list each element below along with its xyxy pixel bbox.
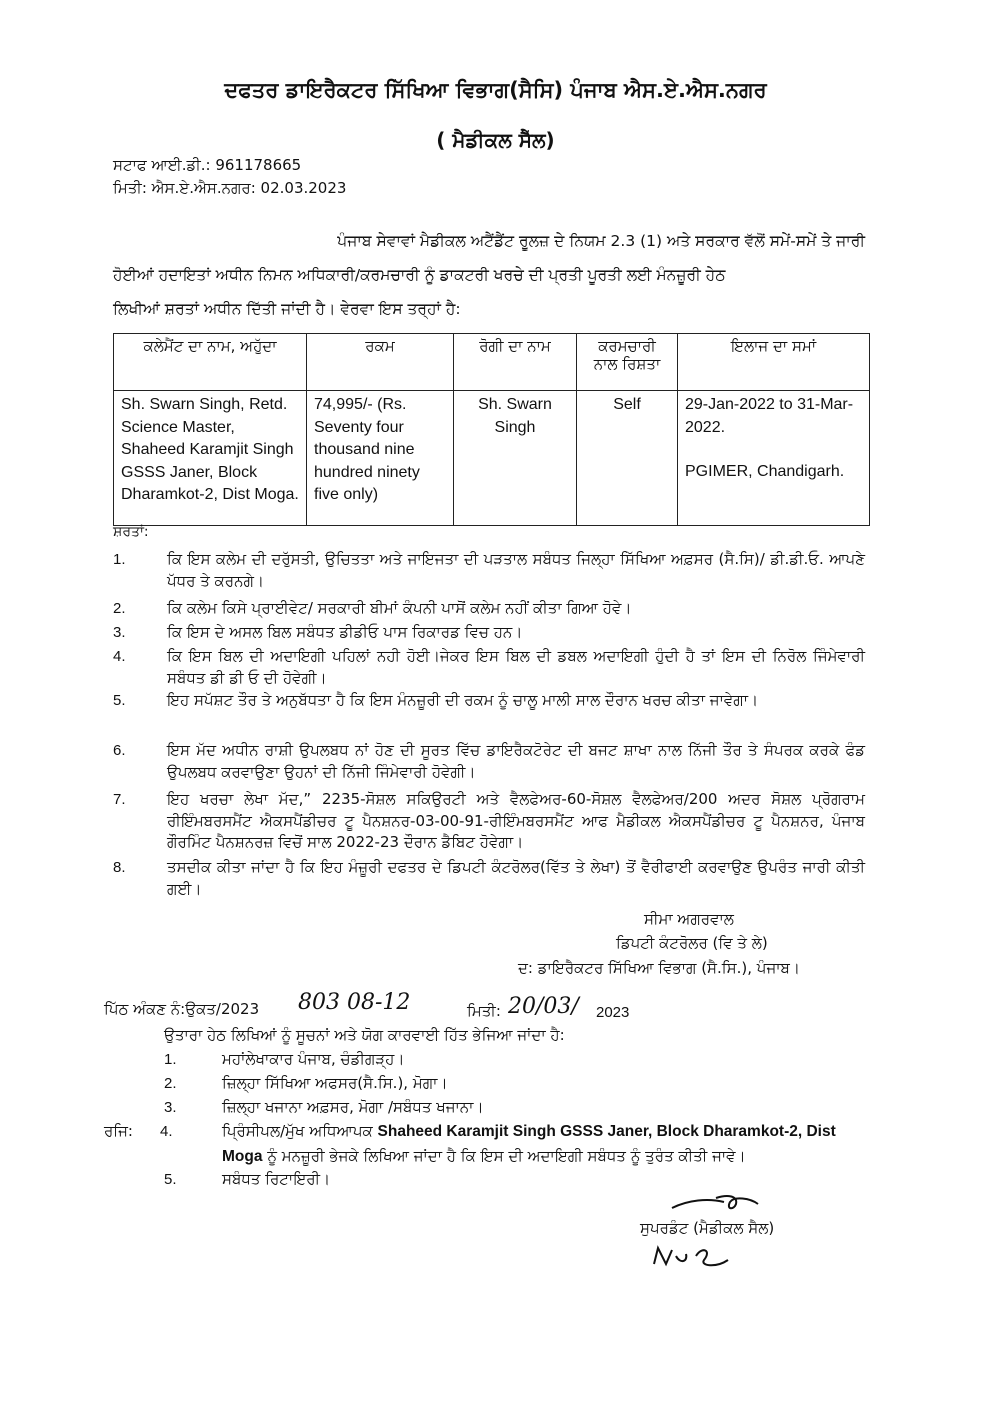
page-subtitle: ( ਮੈਡੀਕਲ ਸੈੱਲ) [436,128,555,152]
condition-number: 8. [113,859,126,876]
condition-item [113,789,865,854]
recipient-number: 4. [160,1123,173,1140]
list-item [164,1170,330,1188]
cell-patient: Sh. Swarn Singh [454,391,577,526]
condition-item [113,598,865,620]
condition-item [113,646,865,689]
recipient-number: 5. [164,1171,177,1188]
intro-line-3: ਲਿਖੀਆਂ ਸ਼ਰਤਾਂ ਅਧੀਨ ਦਿੱਤੀ ਜਾਂਦੀ ਹੈ। ਵੇਰਵਾ ਇਸ ਤਰ੍ਹਾਂ ਹੈ: [113,300,461,318]
hospital-name: PGIMER, Chandigarh. [685,463,845,480]
condition-item [113,740,865,783]
list-item [164,1074,448,1092]
condition-number: 7. [113,791,126,808]
date-year: 2023 [596,1004,630,1021]
page-title: ਦਫਤਰ ਡਾਇਰੈਕਟਰ ਸਿੱਖਿਆ ਵਿਭਾਗ(ਸੈਸਿ) ਪੰਜਾਬ ਐਸ.ਏ.ਐਸ.ਨਗਰ [224,78,767,102]
conditions-label: ਸ਼ਰਤਾਂ: [113,524,149,540]
recipient-number: 2. [164,1075,177,1092]
condition-number: 5. [113,692,126,709]
condition-text: ਇਸ ਮੱਦ ਅਧੀਨ ਰਾਸ਼ੀ ਉਪਲਬਧ ਨਾਂ ਹੋਣ ਦੀ ਸੂਰਤ ਵਿੱਚ ਡਾਇਰੈਕਟੋਰੇਟ ਦੀ ਬਜਟ ਸ਼ਾਖਾ ਨਾਲ ਨਿੱਜੀ ਤੌਰ ਤੇ ਸੰਪਰਕ ਕਰਕੇ ਫੰਡ ਉਪਲਬਧ ਕਰਵਾਉਣਾ ਉਹਨਾਂ ਦੀ ਨਿੱਜੀ ਜਿੰਮੇਵਾਰੀ ਹੋਵੇਗੀ। [167,741,865,781]
condition-item [113,622,865,644]
recipient-text-a: ਪ੍ਰਿੰਸੀਪਲ/ਮੁੱਖ ਅਧਿਆਪਕ [222,1122,373,1140]
treatment-period: 29-Jan-2022 to 31-Mar-2022. [685,396,854,436]
superintendent-label: ਸੁਪਰਡੰਟ (ਮੈਡੀਕਲ ਸੈਲ) [640,1219,775,1237]
endorsement-date-label: ਮਿਤੀ: [467,1002,501,1020]
recipient-text: ਜ਼ਿਲ੍ਹਾ ਖਜਾਨਾ ਅਫ਼ਸਰ, ਮੋਗਾ /ਸਬੰਧਤ ਖਜਾਨਾ। [222,1098,484,1116]
recipient-text: ਜ਼ਿਲ੍ਹਾ ਸਿੱਖਿਆ ਅਫਸਰ(ਸੈ.ਸਿ.), ਮੋਗਾ। [222,1074,448,1092]
cell-claimant: Sh. Swarn Singh, Retd. Science Master, Shaheed Karamjit Singh GSSS Janer, Block Dharamkot-2, Dist Moga. [114,391,307,526]
condition-text: ਕਿ ਇਸ ਦੇ ਅਸਲ ਬਿਲ ਸਬੰਧਤ ਡੀਡੀਓ ਪਾਸ ਰਿਕਾਰਡ ਵਿਚ ਹਨ। [167,623,523,641]
signatory-designation: ਡਿਪਟੀ ਕੰਟਰੋਲਰ (ਵਿ ਤੇ ਲੇ) [616,934,768,952]
initials-signature [650,1242,732,1272]
recipient-text-b: Shaheed Karamjit Singh GSSS Janer, Block Dharamkot-2, Dist [377,1123,836,1140]
intro-line-1: ਪੰਜਾਬ ਸੇਵਾਵਾਂ ਮੈਡੀਕਲ ਅਟੈਂਡੈਂਟ ਰੂਲਜ਼ ਦੇ ਨਿਯਮ 2.3 (1) ਅਤੇ ਸਰਕਾਰ ਵੱਲੋਂ ਸਮੇਂ-ਸਮੇਂ ਤੇ ਜਾਰੀ [337,232,865,250]
condition-number: 2. [113,600,126,617]
signature-mark [668,1192,764,1216]
list-item [160,1122,836,1141]
recipient-text: ਸਬੰਧਤ ਰਿਟਾਇਰੀ। [222,1170,331,1188]
table-header-row [114,334,870,391]
condition-text: ਕਿ ਇਸ ਕਲੇਮ ਦੀ ਦਰੁੱਸਤੀ, ਉਚਿਤਤਾ ਅਤੇ ਜਾਇਜਤਾ ਦੀ ਪੜਤਾਲ ਸਬੰਧਤ ਜਿਲ੍ਹਾ ਸਿੱਖਿਆ ਅਫ਼ਸਰ (ਸੈ.ਸਿ)/ ਡੀ.ਡੀ.ਓ. ਆਪਣੇ ਪੱਧਰ ਤੇ ਕਰਨਗੇ। [167,550,865,590]
condition-item [113,549,865,592]
handwritten-date: 20/03/ [508,994,579,1019]
condition-number: 6. [113,742,126,759]
staff-id: ਸਟਾਫ ਆਈ.ਡੀ.: 961178665 [113,156,302,174]
condition-text: ਕਿ ਇਸ ਬਿਲ ਦੀ ਅਦਾਇਗੀ ਪਹਿਲਾਂ ਨਹੀ ਹੋਈ।ਜੇਕਰ ਇਸ ਬਿਲ ਦੀ ਡਬਲ ਅਦਾਇਗੀ ਹੁੰਦੀ ਹੈ ਤਾਂ ਇਸ ਦੀ ਨਿਰੋਲ ਜਿੰਮੇਵਾਰੀ ਸਬੰਧਤ ਡੀ ਡੀ ਓ ਦੀ ਹੋਵੇਗੀ। [167,647,865,687]
recipient-text-d: ਨੂੰ ਮਨਜ਼ੂਰੀ ਭੇਜਕੇ ਲਿਖਿਆ ਜਾਂਦਾ ਹੈ ਕਿ ਇਸ ਦੀ ਅਦਾਇਗੀ ਸਬੰਧਤ ਨੂੰ ਤੁਰੰਤ ਕੀਤੀ ਜਾਵੇ। [267,1147,746,1165]
condition-item [113,690,865,712]
claim-table [113,333,870,526]
signatory-name: ਸੀਮਾ ਅਗਰਵਾਲ [644,910,734,928]
list-item [164,1098,484,1116]
cell-amount: 74,995/- (Rs. Seventy four thousand nine hundred ninety five only) [307,391,454,526]
table-row [114,391,870,526]
signatory-office: ਦ: ਡਾਇਰੈਕਟਰ ਸਿੱਖਿਆ ਵਿਭਾਗ (ਸੈ.ਸਿ.), ਪੰਜਾਬ। [518,959,801,977]
cell-relation: Self [577,391,678,526]
condition-item [113,857,865,900]
list-item [164,1050,404,1068]
condition-number: 4. [113,648,126,665]
condition-text: ਇਹ ਸਪੱਸ਼ਟ ਤੌਰ ਤੇ ਅਨੁਬੱਧਤਾ ਹੈ ਕਿ ਇਸ ਮੰਨਜ਼ੂਰੀ ਦੀ ਰਕਮ ਨੂੰ ਚਾਲੂ ਮਾਲੀ ਸਾਲ ਦੌਰਾਨ ਖਰਚ ਕੀਤਾ ਜਾਵੇਗਾ। [167,691,759,709]
condition-text: ਤਸਦੀਕ ਕੀਤਾ ਜਾਂਦਾ ਹੈ ਕਿ ਇਹ ਮੰਜ਼ੂਰੀ ਦਫਤਰ ਦੇ ਡਿਪਟੀ ਕੰਟਰੋਲਰ(ਵਿੱਤ ਤੇ ਲੇਖਾ) ਤੋਂ ਵੈਰੀਫਾਈ ਕਰਵਾਉਣ ਉਪਰੰਤ ਜਾਰੀ ਕੀਤੀ ਗਈ। [167,858,865,898]
condition-number: 1. [113,551,126,568]
recipient-text-c: Moga [222,1148,263,1165]
col-patient: ਰੋਗੀ ਦਾ ਨਾਮ [454,334,577,391]
endorsement-number-label: ਪਿੱਠ ਅੰਕਣ ਨੰ:ਉਕਤ/2023 [104,1000,260,1018]
issue-date: ਮਿਤੀ: ਐਸ.ਏ.ਐਸ.ਨਗਰ: 02.03.2023 [113,179,347,197]
col-amount: ਰਕਮ [307,334,454,391]
col-relation: ਕਰਮਚਾਰੀ ਨਾਲ ਰਿਸ਼ਤਾ [577,334,678,391]
registered-label: ਰਜਿ: [104,1122,133,1140]
intro-line-2: ਹੋਈਆਂ ਹਦਾਇਤਾਂ ਅਧੀਨ ਨਿਮਨ ਅਧਿਕਾਰੀ/ਕਰਮਚਾਰੀ ਨੂੰ ਡਾਕਟਰੀ ਖਰਚੇ ਦੀ ਪ੍ਰਤੀ ਪੂਰਤੀ ਲਈ ਮੰਨਜ਼ੂਰੀ ਹੇਠ [113,266,726,284]
recipient-number: 3. [164,1099,177,1116]
col-claimant: ਕਲੇਮੈਂਟ ਦਾ ਨਾਮ, ਅਹੁੱਦਾ [114,334,307,391]
condition-number: 3. [113,624,126,641]
copy-forward-text: ਉਤਾਰਾ ਹੇਠ ਲਿਖਿਆਂ ਨੂੰ ਸੂਚਨਾਂ ਅਤੇ ਯੋਗ ਕਾਰਵਾਈ ਹਿੱਤ ਭੇਜਿਆ ਜਾਂਦਾ ਹੈ: [164,1026,565,1044]
recipient-number: 1. [164,1051,177,1068]
recipient-text: ਮਹਾਂਲੇਖਾਕਾਰ ਪੰਜਾਬ, ਚੰਡੀਗੜ੍ਹ। [222,1050,405,1068]
col-period: ਇਲਾਜ ਦਾ ਸਮਾਂ [678,334,870,391]
cell-period [678,391,870,526]
condition-text: ਕਿ ਕਲੇਮ ਕਿਸੇ ਪ੍ਰਾਈਵੇਟ/ ਸਰਕਾਰੀ ਬੀਮਾਂ ਕੰਪਨੀ ਪਾਸੋਂ ਕਲੇਮ ਨਹੀਂ ਕੀਤਾ ਗਿਆ ਹੋਵੇ। [167,599,632,617]
list-item [222,1147,746,1166]
condition-text: ਇਹ ਖਰਚਾ ਲੇਖਾ ਮੱਦ,” 2235-ਸੋਸ਼ਲ ਸਕਿਉਰਟੀ ਅਤੇ ਵੈਲਫੇਅਰ-60-ਸੋਸ਼ਲ ਵੈਲਫੇਅਰ/200 ਅਦਰ ਸੋਸ਼ਲ ਪ੍ਰੋਗਰਾਮ ਰੀਇੰਮਬਰਸਮੈਂਟ ਐਕਸਪੈਂਡੀਚਰ ਟੂ ਪੈਨਸ਼ਨਰ-03-00-91-ਰੀਇੰਮਬਰਸਮੈਂਟ ਆਫ ਮੈਡੀਕਲ ਐਕਸਪੈਂਡੀਚਰ ਟੂ ਪੈਨਸ਼ਨਰ, ਪੰਜਾਬ ਗੌਰਮਿੰਟ ਪੈਨਸ਼ਨਰਜ਼ ਵਿਚੋਂ ਸਾਲ 2022-23 ਦੌਰਾਨ ਡੈਬਿਟ ਹੋਵੇਗਾ। [167,790,865,851]
handwritten-endorsement-no: 803 08-12 [298,990,411,1015]
